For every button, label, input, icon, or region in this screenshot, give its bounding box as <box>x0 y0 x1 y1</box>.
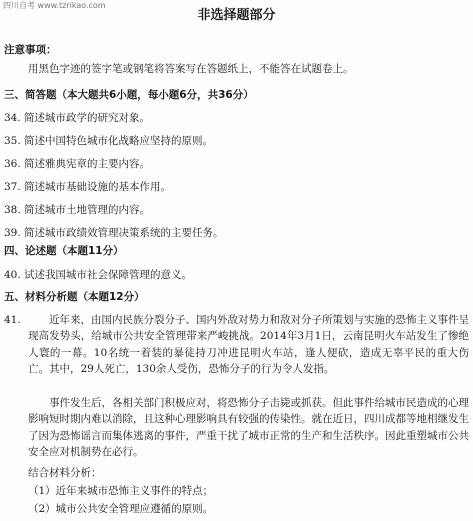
analysis-prompt: 结合材料分析： <box>28 467 102 479</box>
sub-question-2: （2）城市公共安全管理应遵循的原则。 <box>28 503 214 515</box>
question-41-paragraph-2: 事件发生后，各相关部门积极应对，将恐怖分子击毙或抓获。但此事件给城市民造成的心理影响短时期内难以消除，且这种心理影响具有较强的传染性。就在近日，四川成都等地相继发生了因为恐怖谣言而集体逃离的事件，严重干扰了城市正常的生产和生活秩序。因此重塑城市公共安全应对机制势在必行。 <box>28 397 469 459</box>
section-heading-material-analysis: 五、材料分析题（本题12分） <box>4 291 145 303</box>
sub-question-1: （1）近年来城市恐怖主义事件的特点； <box>28 485 214 497</box>
question-35: 35. 简述中国特色城市化战略应坚持的原则。 <box>4 135 214 147</box>
question-41-paragraph-1: 近年来，由国内民族分裂分子、国内外敌对势力和敌对分子所策划与实施的恐怖主义事件呈现高发势头，给城市公共安全管理带来严峻挑战。2014年3月1日，云南昆明火车站发生了惨绝人寰的一幕。10名统一着装的暴徒持刀冲进昆明火车站，逢人便砍，造成无辜平民的重大伤亡。其中，29人死亡，130余人受伤，恐怖分子的行为令人发指。 <box>28 314 469 376</box>
section-heading-short-answer: 三、简答题（本大题共6小题，每小题6分，共36分） <box>4 89 254 101</box>
question-36: 36. 简述雅典宪章的主要内容。 <box>4 158 151 170</box>
page-title: 非选择题部分 <box>197 8 276 23</box>
question-41-number: 41. <box>4 314 21 326</box>
watermark: 四川自考 www.tzrikao.com <box>3 1 106 10</box>
notice-heading: 注意事项： <box>4 44 57 56</box>
question-34: 34. 简述城市政学的研究对象。 <box>4 112 151 124</box>
question-37: 37. 简述城市基础设施的基本作用。 <box>4 181 172 193</box>
question-39: 39. 简述城市政绩效管理决策系统的主要任务。 <box>4 227 224 239</box>
question-38: 38. 简述城市土地管理的内容。 <box>4 204 151 216</box>
notice-text: 用黑色字迹的签字笔或钢笔将答案写在答题纸上，不能答在试题卷上。 <box>28 63 354 75</box>
question-40: 40. 试述我国城市社会保障管理的意义。 <box>4 269 193 281</box>
section-heading-essay: 四、论述题（本题11分） <box>4 245 124 257</box>
